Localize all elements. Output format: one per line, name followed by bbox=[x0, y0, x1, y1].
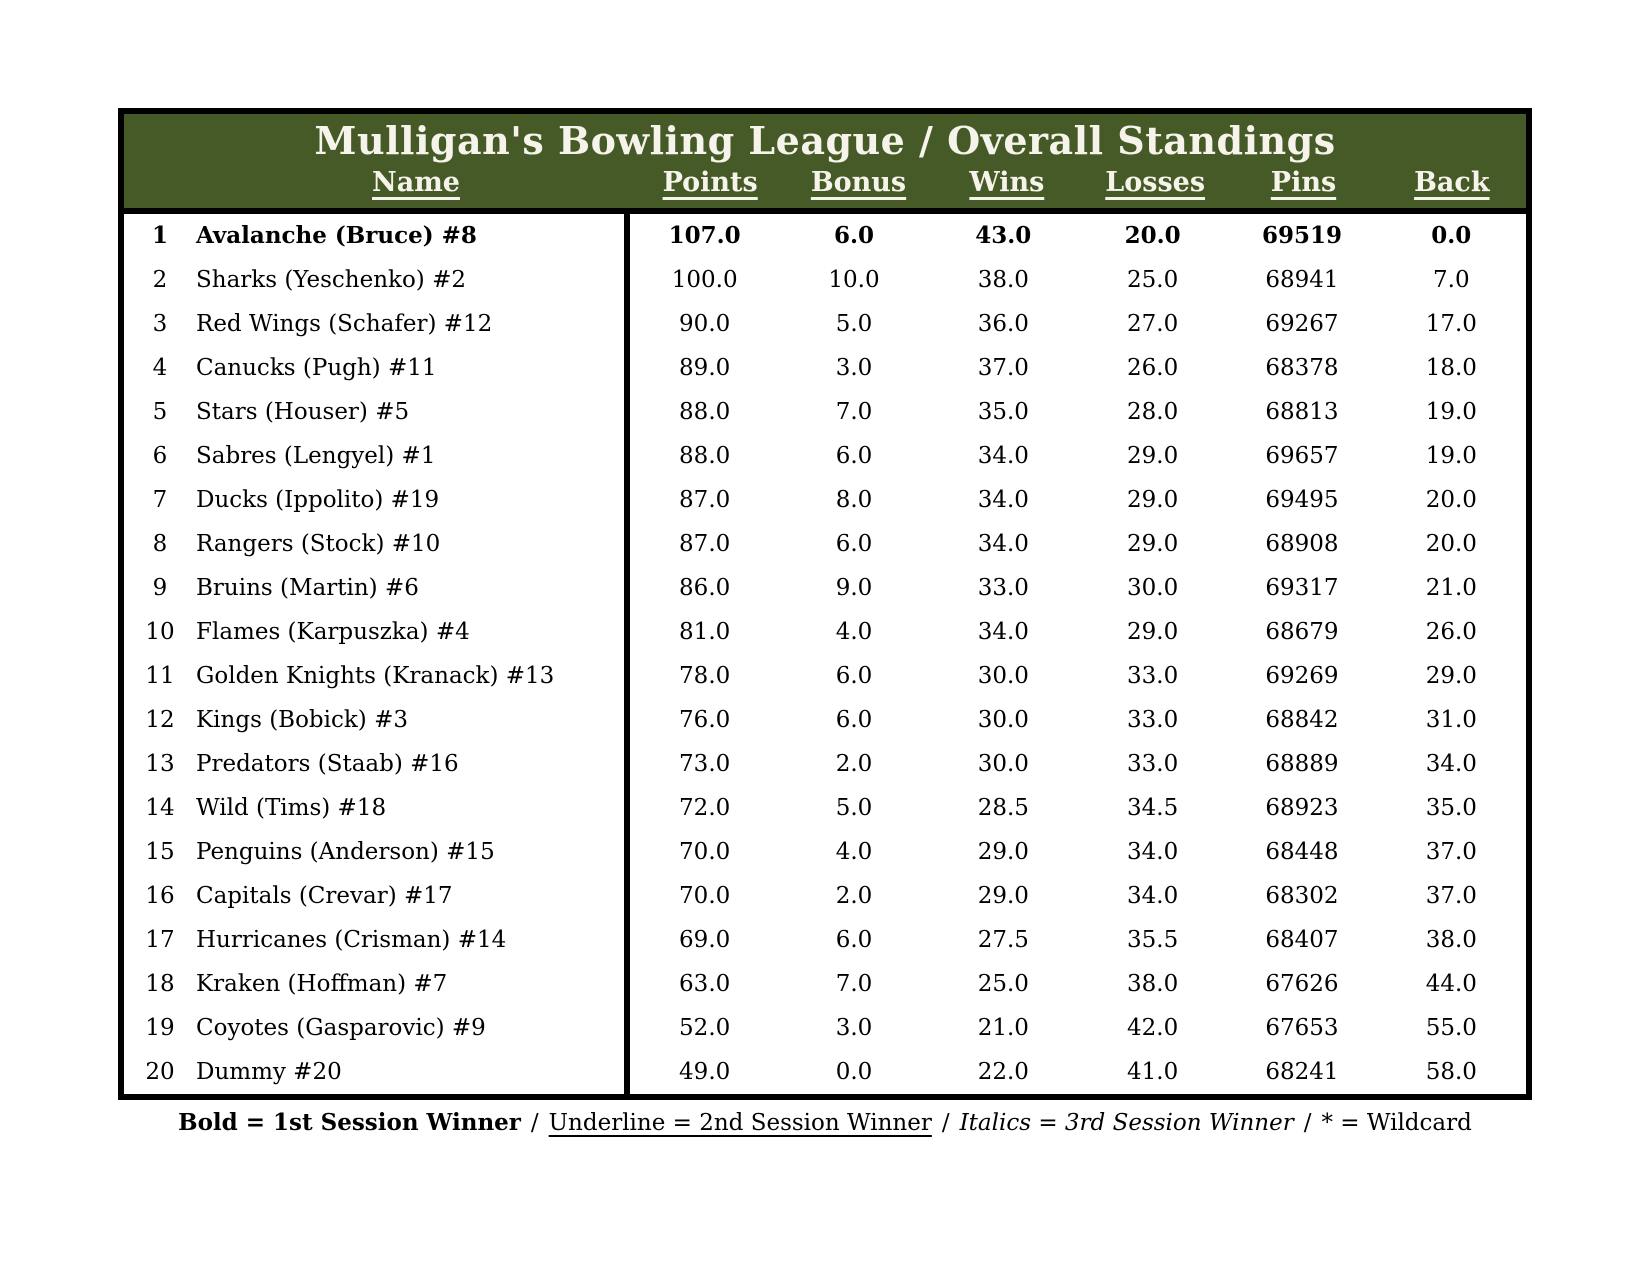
bonus-cell: 4.0 bbox=[835, 619, 873, 645]
points-cell: 88.0 bbox=[679, 399, 731, 425]
points-cell: 49.0 bbox=[679, 1059, 731, 1085]
bonus-cell: 6.0 bbox=[835, 531, 873, 557]
back-cell: 26.0 bbox=[1425, 619, 1477, 645]
back-cell: 18.0 bbox=[1425, 355, 1477, 381]
wins-cell: 27.5 bbox=[977, 927, 1029, 953]
points-cell: 89.0 bbox=[679, 355, 731, 381]
standings-row bbox=[124, 918, 1526, 962]
back-cell: 0.0 bbox=[1431, 222, 1472, 249]
bonus-cell: 7.0 bbox=[835, 971, 873, 997]
wins-cell: 38.0 bbox=[977, 267, 1029, 293]
pins-cell: 68908 bbox=[1265, 531, 1339, 557]
rank-cell: 7 bbox=[152, 487, 168, 513]
points-cell: 73.0 bbox=[679, 751, 731, 777]
column-header-name-label: Name bbox=[372, 167, 460, 198]
rank-cell: 15 bbox=[145, 839, 175, 865]
legend-separator: / bbox=[530, 1110, 539, 1136]
losses-cell: 29.0 bbox=[1127, 443, 1179, 469]
name-cell: Canucks (Pugh) #11 bbox=[196, 346, 630, 390]
losses-cell: 28.0 bbox=[1127, 399, 1179, 425]
bonus-cell: 6.0 bbox=[835, 707, 873, 733]
legend-separator: / bbox=[1303, 1110, 1312, 1136]
standings-row bbox=[124, 962, 1526, 1006]
back-cell: 38.0 bbox=[1425, 927, 1477, 953]
standings-row bbox=[124, 214, 1526, 258]
wins-cell: 29.0 bbox=[977, 883, 1029, 909]
points-cell: 90.0 bbox=[679, 311, 731, 337]
rank-cell: 2 bbox=[152, 267, 168, 293]
name-cell: Predators (Staab) #16 bbox=[196, 742, 630, 786]
losses-cell: 41.0 bbox=[1127, 1059, 1179, 1085]
column-header-points bbox=[636, 166, 784, 200]
standings-row bbox=[124, 566, 1526, 610]
bonus-cell: 6.0 bbox=[833, 222, 874, 249]
rank-cell: 4 bbox=[152, 355, 168, 381]
points-cell: 69.0 bbox=[679, 927, 731, 953]
standings-row bbox=[124, 302, 1526, 346]
back-cell: 34.0 bbox=[1425, 751, 1477, 777]
pins-cell: 68941 bbox=[1265, 267, 1339, 293]
pins-cell: 69317 bbox=[1265, 575, 1339, 601]
rank-cell: 8 bbox=[152, 531, 168, 557]
standings-row bbox=[124, 1006, 1526, 1050]
losses-cell: 34.0 bbox=[1127, 839, 1179, 865]
rank-cell: 3 bbox=[152, 311, 168, 337]
legend-bold: Bold = 1st Session Winner bbox=[178, 1109, 521, 1136]
pins-cell: 68378 bbox=[1265, 355, 1339, 381]
back-cell: 20.0 bbox=[1425, 487, 1477, 513]
column-header-bonus-label: Bonus bbox=[810, 167, 907, 198]
name-cell: Stars (Houser) #5 bbox=[196, 390, 630, 434]
back-cell: 21.0 bbox=[1425, 575, 1477, 601]
back-cell: 7.0 bbox=[1433, 267, 1470, 293]
column-header-back-label: Back bbox=[1414, 167, 1490, 198]
losses-cell: 26.0 bbox=[1127, 355, 1179, 381]
name-cell: Rangers (Stock) #10 bbox=[196, 522, 630, 566]
standings-row bbox=[124, 742, 1526, 786]
page-title: Mulligan's Bowling League / Overall Standings bbox=[314, 118, 1336, 163]
losses-cell: 29.0 bbox=[1127, 531, 1179, 557]
name-cell: Sharks (Yeschenko) #2 bbox=[196, 258, 630, 302]
pins-cell: 68842 bbox=[1265, 707, 1339, 733]
standings-body bbox=[124, 214, 1526, 1094]
pins-cell: 68241 bbox=[1265, 1059, 1339, 1085]
back-cell: 19.0 bbox=[1425, 443, 1477, 469]
pins-cell: 68889 bbox=[1265, 751, 1339, 777]
wins-cell: 34.0 bbox=[977, 619, 1029, 645]
losses-cell: 38.0 bbox=[1127, 971, 1179, 997]
bonus-cell: 2.0 bbox=[835, 751, 873, 777]
bonus-cell: 4.0 bbox=[835, 839, 873, 865]
points-cell: 107.0 bbox=[668, 222, 741, 249]
bonus-cell: 3.0 bbox=[835, 1015, 873, 1041]
standings-sheet bbox=[118, 108, 1532, 1100]
standings-row bbox=[124, 830, 1526, 874]
rank-cell: 18 bbox=[145, 971, 175, 997]
column-header-bonus bbox=[784, 166, 932, 200]
pins-cell: 69657 bbox=[1265, 443, 1339, 469]
column-header-wins-label: Wins bbox=[969, 167, 1045, 198]
bonus-cell: 7.0 bbox=[835, 399, 873, 425]
back-cell: 17.0 bbox=[1425, 311, 1477, 337]
pins-cell: 68813 bbox=[1265, 399, 1339, 425]
back-cell: 20.0 bbox=[1425, 531, 1477, 557]
name-cell: Flames (Karpuszka) #4 bbox=[196, 610, 630, 654]
rank-cell: 20 bbox=[145, 1059, 175, 1085]
pins-cell: 68302 bbox=[1265, 883, 1339, 909]
wins-cell: 30.0 bbox=[977, 751, 1029, 777]
column-header-points-label: Points bbox=[662, 167, 758, 198]
back-cell: 31.0 bbox=[1425, 707, 1477, 733]
losses-cell: 33.0 bbox=[1127, 663, 1179, 689]
name-cell: Ducks (Ippolito) #19 bbox=[196, 478, 630, 522]
bonus-cell: 6.0 bbox=[835, 927, 873, 953]
column-header-back bbox=[1378, 166, 1526, 200]
points-cell: 81.0 bbox=[679, 619, 731, 645]
name-cell: Golden Knights (Kranack) #13 bbox=[196, 654, 630, 698]
wins-cell: 29.0 bbox=[977, 839, 1029, 865]
wins-cell: 34.0 bbox=[977, 487, 1029, 513]
rank-cell: 11 bbox=[145, 663, 175, 689]
legend-italics: Italics = 3rd Session Winner bbox=[959, 1110, 1294, 1136]
pins-cell: 68407 bbox=[1265, 927, 1339, 953]
pins-cell: 68448 bbox=[1265, 839, 1339, 865]
losses-cell: 34.0 bbox=[1127, 883, 1179, 909]
losses-cell: 34.5 bbox=[1127, 795, 1179, 821]
rank-cell: 14 bbox=[145, 795, 175, 821]
name-cell: Avalanche (Bruce) #8 bbox=[196, 214, 630, 258]
bonus-cell: 6.0 bbox=[835, 443, 873, 469]
pins-cell: 67653 bbox=[1265, 1015, 1339, 1041]
column-header-pins-label: Pins bbox=[1270, 167, 1337, 198]
rank-cell: 9 bbox=[152, 575, 168, 601]
name-cell: Penguins (Anderson) #15 bbox=[196, 830, 630, 874]
losses-cell: 25.0 bbox=[1127, 267, 1179, 293]
wins-cell: 28.5 bbox=[977, 795, 1029, 821]
bonus-cell: 6.0 bbox=[835, 663, 873, 689]
wins-cell: 33.0 bbox=[977, 575, 1029, 601]
points-cell: 87.0 bbox=[679, 487, 731, 513]
standings-row bbox=[124, 1050, 1526, 1094]
standings-row bbox=[124, 434, 1526, 478]
rank-cell: 16 bbox=[145, 883, 175, 909]
points-cell: 100.0 bbox=[671, 267, 738, 293]
name-cell: Coyotes (Gasparovic) #9 bbox=[196, 1006, 630, 1050]
wins-cell: 34.0 bbox=[977, 531, 1029, 557]
points-cell: 76.0 bbox=[679, 707, 731, 733]
points-cell: 70.0 bbox=[679, 839, 731, 865]
pins-cell: 69495 bbox=[1265, 487, 1339, 513]
losses-cell: 29.0 bbox=[1127, 619, 1179, 645]
standings-row bbox=[124, 522, 1526, 566]
wins-cell: 35.0 bbox=[977, 399, 1029, 425]
bonus-cell: 10.0 bbox=[828, 267, 880, 293]
column-header-row bbox=[124, 166, 1526, 200]
losses-cell: 30.0 bbox=[1127, 575, 1179, 601]
table-header-band bbox=[124, 114, 1526, 214]
wins-cell: 37.0 bbox=[977, 355, 1029, 381]
rank-column-header bbox=[124, 166, 196, 200]
losses-cell: 20.0 bbox=[1124, 222, 1181, 249]
points-cell: 52.0 bbox=[679, 1015, 731, 1041]
standings-row bbox=[124, 390, 1526, 434]
name-cell: Kraken (Hoffman) #7 bbox=[196, 962, 630, 1006]
standings-row bbox=[124, 874, 1526, 918]
legend-wildcard: * = Wildcard bbox=[1321, 1110, 1472, 1136]
pins-cell: 69519 bbox=[1261, 222, 1342, 249]
back-cell: 37.0 bbox=[1425, 839, 1477, 865]
standings-row bbox=[124, 786, 1526, 830]
rank-cell: 10 bbox=[145, 619, 175, 645]
points-cell: 63.0 bbox=[679, 971, 731, 997]
name-cell: Kings (Bobick) #3 bbox=[196, 698, 630, 742]
standings-row bbox=[124, 698, 1526, 742]
bonus-cell: 5.0 bbox=[835, 795, 873, 821]
column-header-name bbox=[196, 166, 636, 200]
wins-cell: 25.0 bbox=[977, 971, 1029, 997]
back-cell: 58.0 bbox=[1425, 1059, 1477, 1085]
points-cell: 87.0 bbox=[679, 531, 731, 557]
rank-cell: 19 bbox=[145, 1015, 175, 1041]
bonus-cell: 8.0 bbox=[835, 487, 873, 513]
name-cell: Capitals (Crevar) #17 bbox=[196, 874, 630, 918]
wins-cell: 43.0 bbox=[975, 222, 1032, 249]
pins-cell: 68923 bbox=[1265, 795, 1339, 821]
wins-cell: 34.0 bbox=[977, 443, 1029, 469]
back-cell: 44.0 bbox=[1425, 971, 1477, 997]
name-cell: Wild (Tims) #18 bbox=[196, 786, 630, 830]
standings-row bbox=[124, 610, 1526, 654]
column-header-losses-label: Losses bbox=[1105, 167, 1206, 198]
wins-cell: 30.0 bbox=[977, 707, 1029, 733]
points-cell: 88.0 bbox=[679, 443, 731, 469]
back-cell: 55.0 bbox=[1425, 1015, 1477, 1041]
pins-cell: 68679 bbox=[1265, 619, 1339, 645]
name-cell: Sabres (Lengyel) #1 bbox=[196, 434, 630, 478]
column-header-losses bbox=[1081, 166, 1229, 200]
wins-cell: 30.0 bbox=[977, 663, 1029, 689]
wins-cell: 22.0 bbox=[977, 1059, 1029, 1085]
bonus-cell: 3.0 bbox=[835, 355, 873, 381]
bonus-cell: 0.0 bbox=[835, 1059, 873, 1085]
column-header-pins bbox=[1229, 166, 1377, 200]
wins-cell: 36.0 bbox=[977, 311, 1029, 337]
name-cell: Bruins (Martin) #6 bbox=[196, 566, 630, 610]
legend bbox=[118, 1106, 1532, 1140]
back-cell: 19.0 bbox=[1425, 399, 1477, 425]
back-cell: 35.0 bbox=[1425, 795, 1477, 821]
rank-cell: 12 bbox=[145, 707, 175, 733]
rank-cell: 5 bbox=[152, 399, 168, 425]
name-cell: Hurricanes (Crisman) #14 bbox=[196, 918, 630, 962]
losses-cell: 29.0 bbox=[1127, 487, 1179, 513]
points-cell: 70.0 bbox=[679, 883, 731, 909]
losses-cell: 33.0 bbox=[1127, 707, 1179, 733]
bonus-cell: 5.0 bbox=[835, 311, 873, 337]
wins-cell: 21.0 bbox=[977, 1015, 1029, 1041]
losses-cell: 33.0 bbox=[1127, 751, 1179, 777]
standings-row bbox=[124, 346, 1526, 390]
rank-cell: 1 bbox=[151, 222, 168, 249]
name-cell: Red Wings (Schafer) #12 bbox=[196, 302, 630, 346]
column-header-wins bbox=[933, 166, 1081, 200]
back-cell: 29.0 bbox=[1425, 663, 1477, 689]
rank-cell: 17 bbox=[145, 927, 175, 953]
name-cell: Dummy #20 bbox=[196, 1050, 630, 1094]
legend-underline: Underline = 2nd Session Winner bbox=[548, 1110, 932, 1136]
standings-row bbox=[124, 478, 1526, 522]
pins-cell: 67626 bbox=[1265, 971, 1339, 997]
points-cell: 72.0 bbox=[679, 795, 731, 821]
losses-cell: 27.0 bbox=[1127, 311, 1179, 337]
losses-cell: 35.5 bbox=[1127, 927, 1179, 953]
rank-cell: 6 bbox=[152, 443, 168, 469]
points-cell: 78.0 bbox=[679, 663, 731, 689]
bonus-cell: 2.0 bbox=[835, 883, 873, 909]
legend-separator: / bbox=[941, 1110, 950, 1136]
bonus-cell: 9.0 bbox=[835, 575, 873, 601]
losses-cell: 42.0 bbox=[1127, 1015, 1179, 1041]
standings-row bbox=[124, 654, 1526, 698]
pins-cell: 69269 bbox=[1265, 663, 1339, 689]
pins-cell: 69267 bbox=[1265, 311, 1339, 337]
points-cell: 86.0 bbox=[679, 575, 731, 601]
rank-cell: 13 bbox=[145, 751, 175, 777]
back-cell: 37.0 bbox=[1425, 883, 1477, 909]
standings-row bbox=[124, 258, 1526, 302]
